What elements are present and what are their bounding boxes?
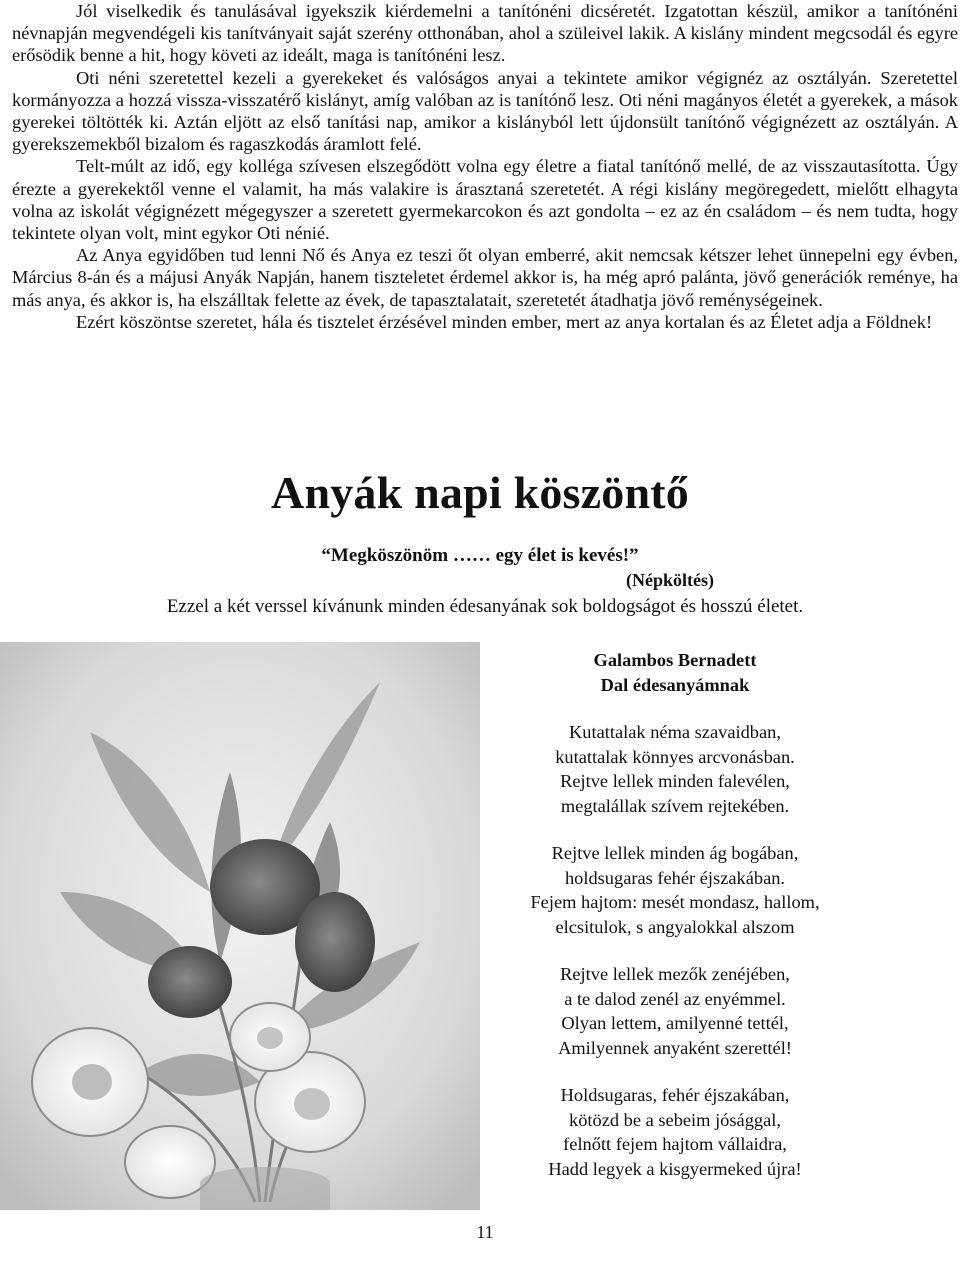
quote: “Megköszönöm …… egy élet is kevés!” [321,545,639,566]
poem-line: Olyan lettem, amilyenné tettél, [561,1013,789,1033]
poem-line: a te dalod zenél az enyémmel. [564,988,786,1009]
paragraph: Oti néni szeretettel kezeli a gyerekeket és valóságos anyai a tekintete amikor végignéz az osztályán. Szeretettel kormányozza a hozzá vissza-visszatérő kislányt, amíg valóban az is tanítónő lesz. Oti néni magányos életét a gyerekek, a mások gyerekei töltötték ki. Aztán eljött az első tanítási nap, amikor a kislányból lett újdonsült tanítónő végignézett az osztályán. A gyerekszemekből bizalom és ragaszkodás áramlott felé. [12,67,958,155]
greeting-line: Ezzel a két verssel kívánunk minden édesanyának sok boldogságot és hosszú életet. [166,596,804,617]
page-number: 11 [476,1222,494,1242]
poem-line: Kutattalak néma szavaidban, [569,722,781,742]
poem-line: kötözd be a sebeim jósággal, [569,1109,781,1130]
poem-line: Fejem hajtom: mesét mondasz, hallom, [530,892,820,912]
paragraph: Jól viselkedik és tanulásával igyekszik kiérdemelni a tanítónéni dicséretét. Izgatottan készül, amikor a tanítónéni névnapján megvendégeli kis tanítványait saját szerény otthonában, ahol a szüleivel lakik. A kislány mindent megcsodál és egyre erősödik benne a hit, hogy követi az ideált, maga is tanítónéni lesz. [12,1,958,66]
paragraph: Az Anya egyidőben tud lenni Nő és Anya ez teszi őt olyan emberré, akit nemcsak kétszer lehet ünnepelni egy évben, Március 8-án és a májusi Anyák Napján, hanem tiszteletet érdemel akkor is, ha még apró palánta, jövő generációk reménye, ha más anya, és akkor is, ha elszálltak felette az évek, de tapasztalatait, szeretetét átadhatja jövő reménységeinek. [12,245,958,310]
poem-stanza [480,720,870,818]
poem-stanza [480,962,870,1060]
poem-line: Hadd legyek a kisgyermeked újra! [548,1158,802,1179]
poem-line: Rejtve lellek minden falevélen, [560,771,790,791]
paragraph: Telt-múlt az idő, egy kolléga szívesen elszegődött volna egy életre a fiatal tanítónő mellé, de az visszautasította. Úgy érezte a gyerekektől venne el valamit, ha más valakire is árasztaná szeretetét. A régi kislány megöregedett, mielőtt elhagyta volna az iskolát végignézett mégegyszer a szeretett gyermekarcokon és azt gondolta – ez az én családom – és nem tudta, hogy tekintete olyan volt, mint egykor Oti nénié. [12,156,958,244]
poem-author: Galambos Bernadett [593,650,757,670]
poem-title: Dal édesanyámnak [600,674,750,695]
poem-line: Rejtve lellek mezők zenéjében, [560,964,790,984]
poem-line: megtalállak szívem rejtekében. [560,795,790,816]
poem-line: elcsitulok, s angyalokkal alszom [555,916,795,937]
poem-stanza [480,1083,870,1181]
flower-painting [0,642,480,1210]
poem-line: holdsugaras fehér éjszakában. [564,867,786,888]
quote-source: (Népköltés) [626,570,714,590]
poem-line: felnőtt fejem hajtom vállaidra, [563,1134,787,1154]
poem-stanza [480,841,870,939]
poem-line: Rejtve lellek minden ág bogában, [551,843,799,863]
poem-line: Holdsugaras, fehér éjszakában, [560,1085,790,1105]
poem-line: Amilyennek anyaként szerettél! [558,1037,792,1058]
poem [480,648,870,1181]
intro-text [12,0,958,333]
page-title: Anyák napi köszöntő [271,467,689,518]
paragraph: Ezért köszöntse szeretet, hála és tisztelet érzésével minden ember, mert az anya kortalan és az Életet adja a Földnek! [76,311,933,332]
poem-line: kutattalak könnyes arcvonásban. [555,746,795,767]
